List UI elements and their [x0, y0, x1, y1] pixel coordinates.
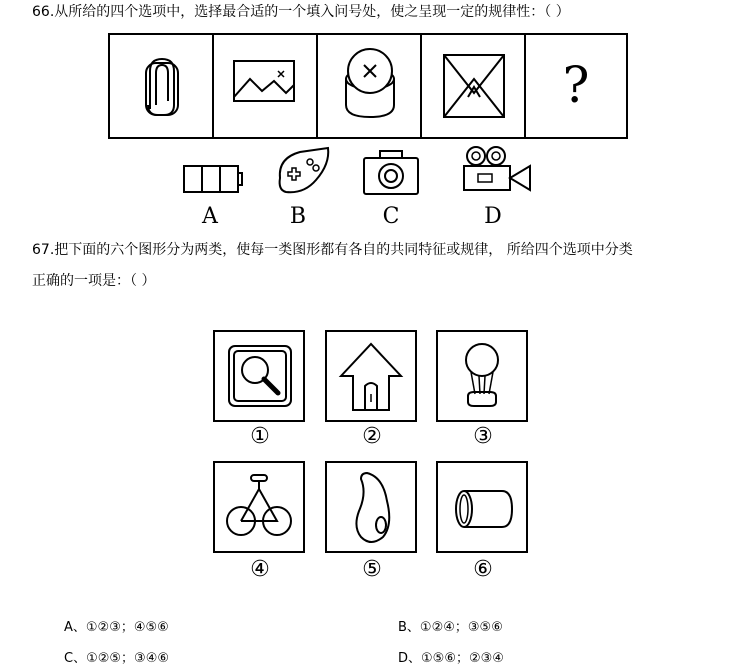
option-b-label[interactable]: B [289, 204, 307, 229]
question-mark: ? [562, 56, 590, 114]
figure-5-label: ⑤ [362, 557, 382, 582]
figure-5-box [325, 461, 417, 553]
q67-prompt-line1: 67.把下面的六个图形分为两类，使每一类图形都有各自的共同特征或规律， 所给四个选项中分类 [32, 242, 633, 258]
video-camera-icon [458, 144, 538, 196]
answer-a[interactable]: A、①②③；④⑤⑥ [64, 620, 169, 635]
sequence-cell-5 [526, 35, 626, 137]
sequence-cell-4 [422, 35, 526, 137]
cylinder-icon [438, 463, 526, 551]
battery-icon [178, 158, 248, 200]
figure-1-box [213, 330, 305, 422]
paperclip-icon [110, 35, 214, 137]
q66-sequence-strip [108, 33, 628, 139]
sequence-cell-2 [214, 35, 318, 137]
q67-prompt-line2: 正确的一项是：（ ） [32, 273, 156, 289]
hot-air-balloon-icon [438, 332, 526, 420]
option-c-label[interactable]: C [382, 204, 400, 229]
q66-prompt: 66.从所给的四个选项中，选择最合适的一个填入问号处，使之呈现一定的规律性：（ ） [32, 4, 570, 20]
sequence-cell-3 [318, 35, 422, 137]
figure-6-box [436, 461, 528, 553]
answer-d[interactable]: D、①⑤⑥；②③④ [398, 651, 504, 666]
magnifier-icon [215, 332, 303, 420]
figure-3-label: ③ [473, 424, 493, 449]
landscape-picture-icon [214, 35, 318, 137]
figure-2-label: ② [362, 424, 382, 449]
figure-1-label: ① [250, 424, 270, 449]
figure-6-label: ⑥ [473, 557, 493, 582]
answer-c[interactable]: C、①②⑤；③④⑥ [64, 651, 170, 666]
figure-4-label: ④ [250, 557, 270, 582]
hourglass-icon [422, 35, 526, 137]
gamepad-icon [270, 144, 336, 200]
house-icon [327, 332, 415, 420]
option-d-label[interactable]: D [484, 204, 502, 229]
sequence-cell-1 [110, 35, 214, 137]
figure-3-box [436, 330, 528, 422]
button-x-icon [318, 35, 422, 137]
option-a-label[interactable]: A [202, 204, 218, 229]
figure-2-box [325, 330, 417, 422]
bicycle-icon [215, 463, 303, 551]
water-drop-icon [327, 463, 415, 551]
answer-b[interactable]: B、①②④；③⑤⑥ [398, 620, 503, 635]
figure-4-box [213, 461, 305, 553]
camera-icon [358, 146, 424, 198]
